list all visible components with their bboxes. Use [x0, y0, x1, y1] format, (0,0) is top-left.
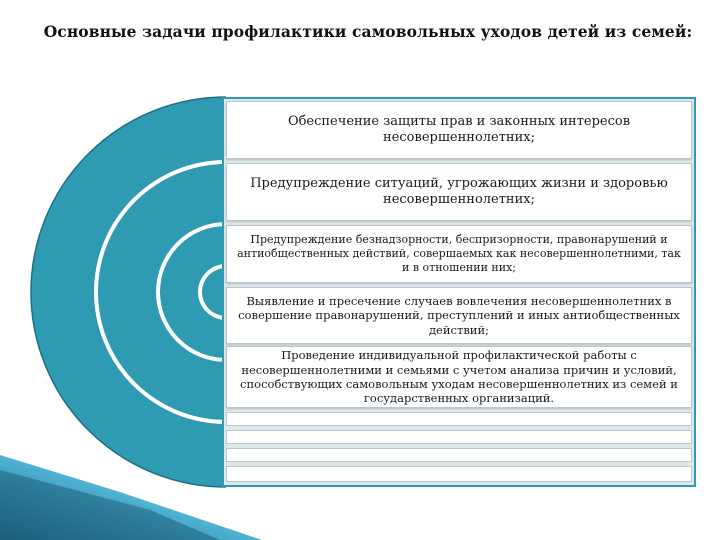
task-text-5: Проведение индивидуальной профилактической работы с несовершеннолетними и семьями с учетом анализа причин и условий, способствующих самовольным уходам несовершеннолетних из семей и государственных организаций.	[240, 348, 678, 406]
task-item-4	[226, 287, 692, 344]
task-text-2: Предупреждение ситуаций, угрожающих жизни и здоровью несовершеннолетних;	[250, 175, 668, 207]
task-text-1: Обеспечение защиты прав и законных интересов несовершеннолетних;	[287, 113, 631, 145]
empty-row-2	[226, 430, 692, 444]
task-text-3: Предупреждение безнадзорности, беспризорности, правонарушений и антиобщественных действий, совершаемых как несовершеннолетними, так и в отношении них;	[237, 233, 681, 274]
empty-row-4	[226, 466, 692, 482]
task-item-3	[226, 225, 692, 283]
empty-row-3	[226, 448, 692, 462]
empty-row-1	[226, 412, 692, 426]
task-item-1	[226, 101, 692, 159]
task-text-4: Выявление и пресечение случаев вовлечения несовершеннолетних в совершение правонарушений, преступлений и иных антиобщественных действий;	[238, 293, 680, 337]
task-item-2	[226, 163, 692, 221]
slide-title: Основные задачи профилактики самовольных уходов детей из семей:	[43, 22, 693, 41]
task-item-5	[226, 346, 692, 408]
